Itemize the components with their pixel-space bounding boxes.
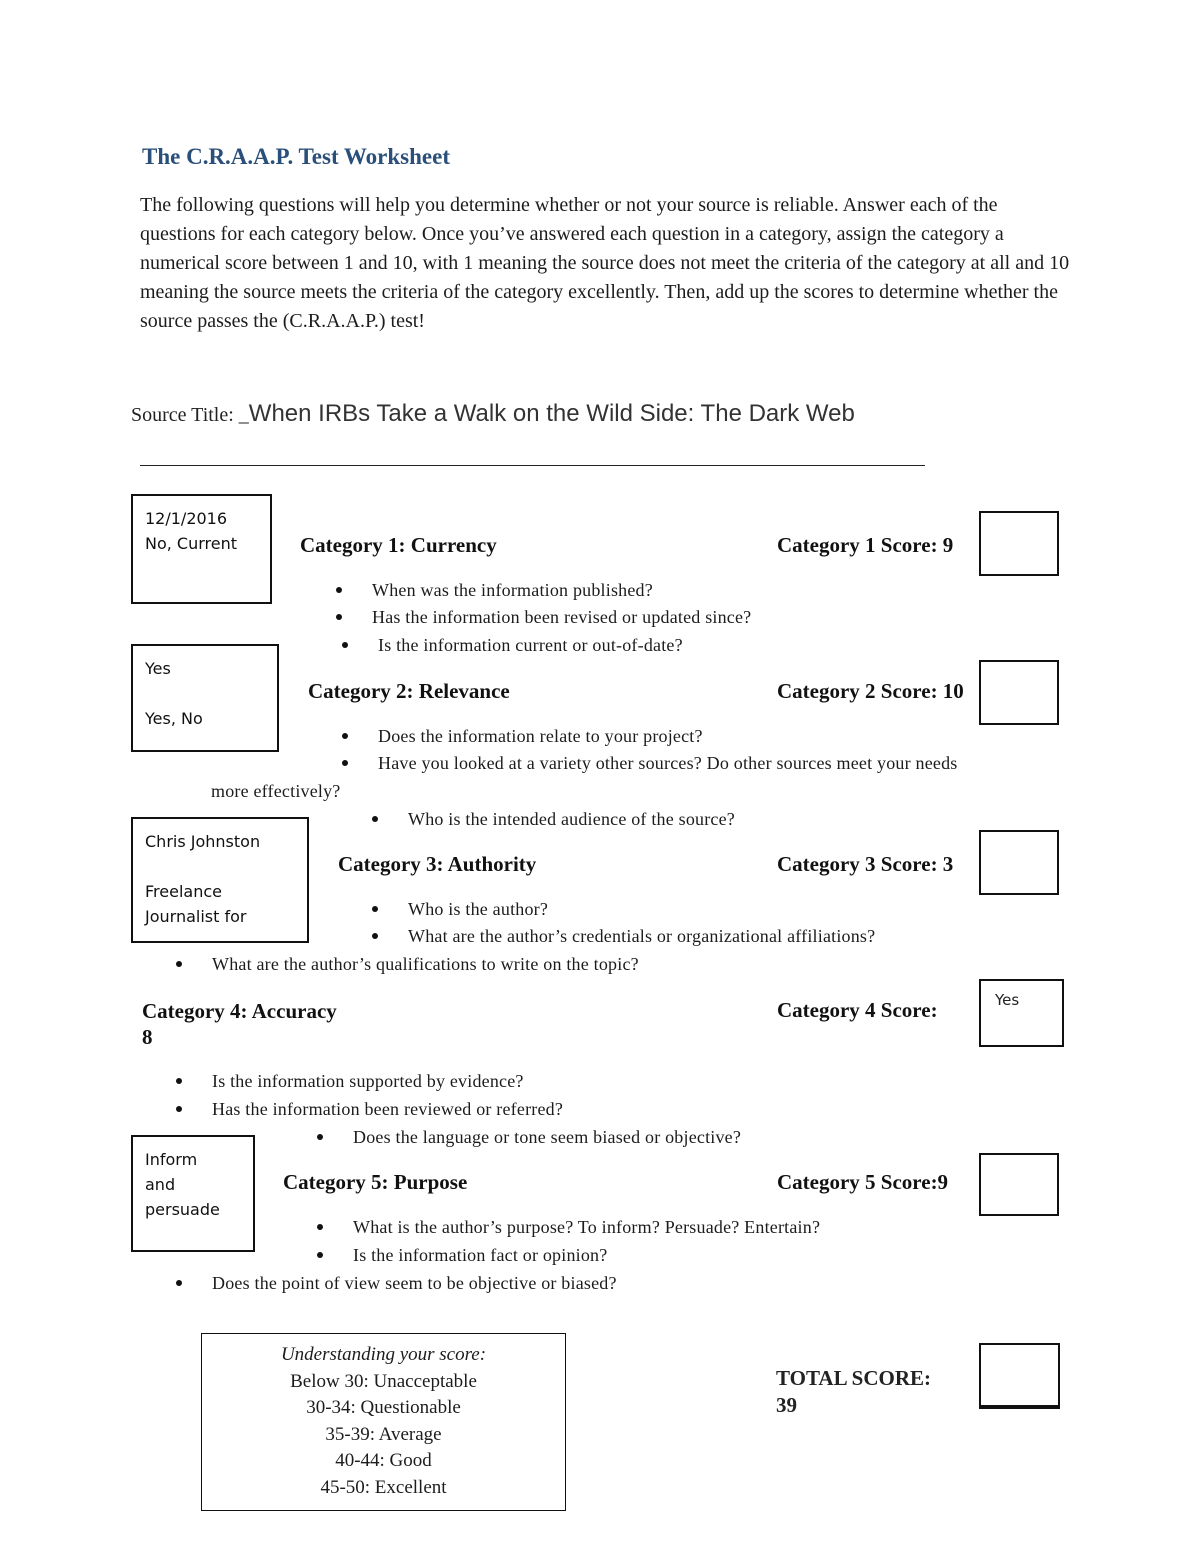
legend-item: Below 30: Unacceptable: [290, 1370, 477, 1392]
note-line: 12/1/2016: [145, 509, 228, 528]
bullet-icon: [342, 760, 348, 766]
note-line: and: [145, 1175, 176, 1194]
worksheet-title: The C.R.A.A.P. Test Worksheet: [142, 144, 450, 169]
source-title-row: [131, 400, 855, 428]
bullet-icon: [176, 1106, 182, 1112]
question-item: Have you looked at a variety other sources? Do other sources meet your needs: [342, 753, 958, 774]
category-2-score-box[interactable]: [979, 660, 1059, 725]
intro-paragraph: The following questions will help you determine whether or not your source is reliable. Answer each of the questions for each category below. Once you’ve answered each question in a category, assign the category a numerical score between 1 and 10, with 1 meaning the source does not meet the criteria of the category at all and 10 meaning the source meets the criteria of the category excellently. Then, add up the scores to determine whether the source passes the (C.R.A.A.P.) test!: [140, 194, 1070, 332]
bullet-icon: [317, 1252, 323, 1258]
question-continuation: more effectively?: [211, 781, 341, 801]
question-item: Who is the author?: [372, 899, 548, 920]
note-line: persuade: [145, 1200, 220, 1219]
source-title-underline: [140, 465, 925, 466]
note-line: Freelance: [145, 882, 222, 901]
bullet-icon: [372, 816, 378, 822]
category-5-score-box[interactable]: [979, 1153, 1059, 1216]
legend-item: 40-44: Good: [335, 1450, 432, 1471]
total-score-label: TOTAL SCORE: 39: [776, 1366, 932, 1417]
category-1-score-box[interactable]: [979, 511, 1059, 576]
question-item: Has the information been revised or updated since?: [336, 607, 751, 628]
question-item: Is the information current or out-of-date?: [342, 635, 683, 656]
note-line: Yes, No: [145, 709, 203, 728]
note-line: Chris Johnston: [145, 832, 261, 851]
total-score-value: 39: [776, 1393, 797, 1417]
category-3-heading: Category 3: Authority: [338, 852, 537, 876]
bullet-icon: [176, 1078, 182, 1084]
category-4-score-box[interactable]: [979, 979, 1064, 1047]
legend-item: 30-34: Questionable: [306, 1397, 461, 1418]
category-5-heading: Category 5: Purpose: [283, 1170, 468, 1194]
note-line: Yes: [145, 659, 171, 678]
source-title-label: Source Title: _: [131, 404, 249, 426]
question-item: Who is the intended audience of the source?: [372, 809, 735, 830]
total-score-box[interactable]: [979, 1343, 1060, 1409]
category-3-score-box[interactable]: [979, 830, 1059, 895]
bullet-icon: [317, 1224, 323, 1230]
relevance-note-box[interactable]: [131, 644, 279, 752]
bullet-icon: [372, 933, 378, 939]
question-item: Is the information supported by evidence?: [176, 1071, 524, 1092]
source-title-value[interactable]: When IRBs Take a Walk on the Wild Side: The Dark Web: [248, 400, 855, 427]
legend-item: 45-50: Excellent: [320, 1476, 447, 1498]
category-4-score-label: Category 4 Score:: [777, 998, 938, 1022]
bullet-icon: [176, 1280, 182, 1286]
category-4-heading: Category 4: Accuracy 8: [142, 999, 337, 1049]
bullet-icon: [317, 1134, 323, 1140]
score-box-text: Yes: [995, 991, 1020, 1009]
note-line: Journalist for: [145, 907, 247, 926]
question-item: What are the author’s credentials or organizational affiliations?: [372, 926, 875, 947]
bullet-icon: [342, 733, 348, 739]
category-4-heading-score: 8: [142, 1025, 153, 1049]
question-item: Does the point of view seem to be objective or biased?: [176, 1273, 617, 1294]
question-item: When was the information published?: [336, 580, 653, 601]
legend-heading: Understanding your score:: [280, 1344, 487, 1365]
question-item: Has the information been reviewed or referred?: [176, 1099, 563, 1120]
score-legend-box: [201, 1333, 566, 1511]
question-item: Is the information fact or opinion?: [317, 1245, 607, 1266]
bullet-icon: [176, 961, 182, 967]
note-line: Inform: [145, 1150, 198, 1169]
bullet-icon: [336, 587, 342, 593]
category-1-score-label: Category 1 Score: 9: [777, 533, 954, 557]
currency-note-box[interactable]: [131, 494, 272, 604]
bullet-icon: [342, 642, 348, 648]
authority-note-box[interactable]: [131, 817, 309, 943]
bullet-icon: [372, 906, 378, 912]
purpose-note-box[interactable]: [131, 1135, 255, 1252]
category-2-score-label: Category 2 Score: 10: [777, 679, 964, 703]
question-item: Does the language or tone seem biased or objective?: [317, 1127, 741, 1148]
question-item: Does the information relate to your project?: [342, 726, 703, 747]
category-2-heading: Category 2: Relevance: [308, 679, 510, 703]
legend-item: 35-39: Average: [325, 1423, 442, 1445]
note-line: No, Current: [145, 534, 238, 553]
question-item: What are the author’s qualifications to write on the topic?: [176, 954, 639, 975]
question-item: What is the author’s purpose? To inform? Persuade? Entertain?: [317, 1217, 820, 1238]
category-3-score-label: Category 3 Score: 3: [777, 852, 954, 876]
category-1-heading: Category 1: Currency: [300, 533, 497, 557]
bullet-icon: [336, 614, 342, 620]
category-5-score-label: Category 5 Score:9: [777, 1170, 949, 1194]
